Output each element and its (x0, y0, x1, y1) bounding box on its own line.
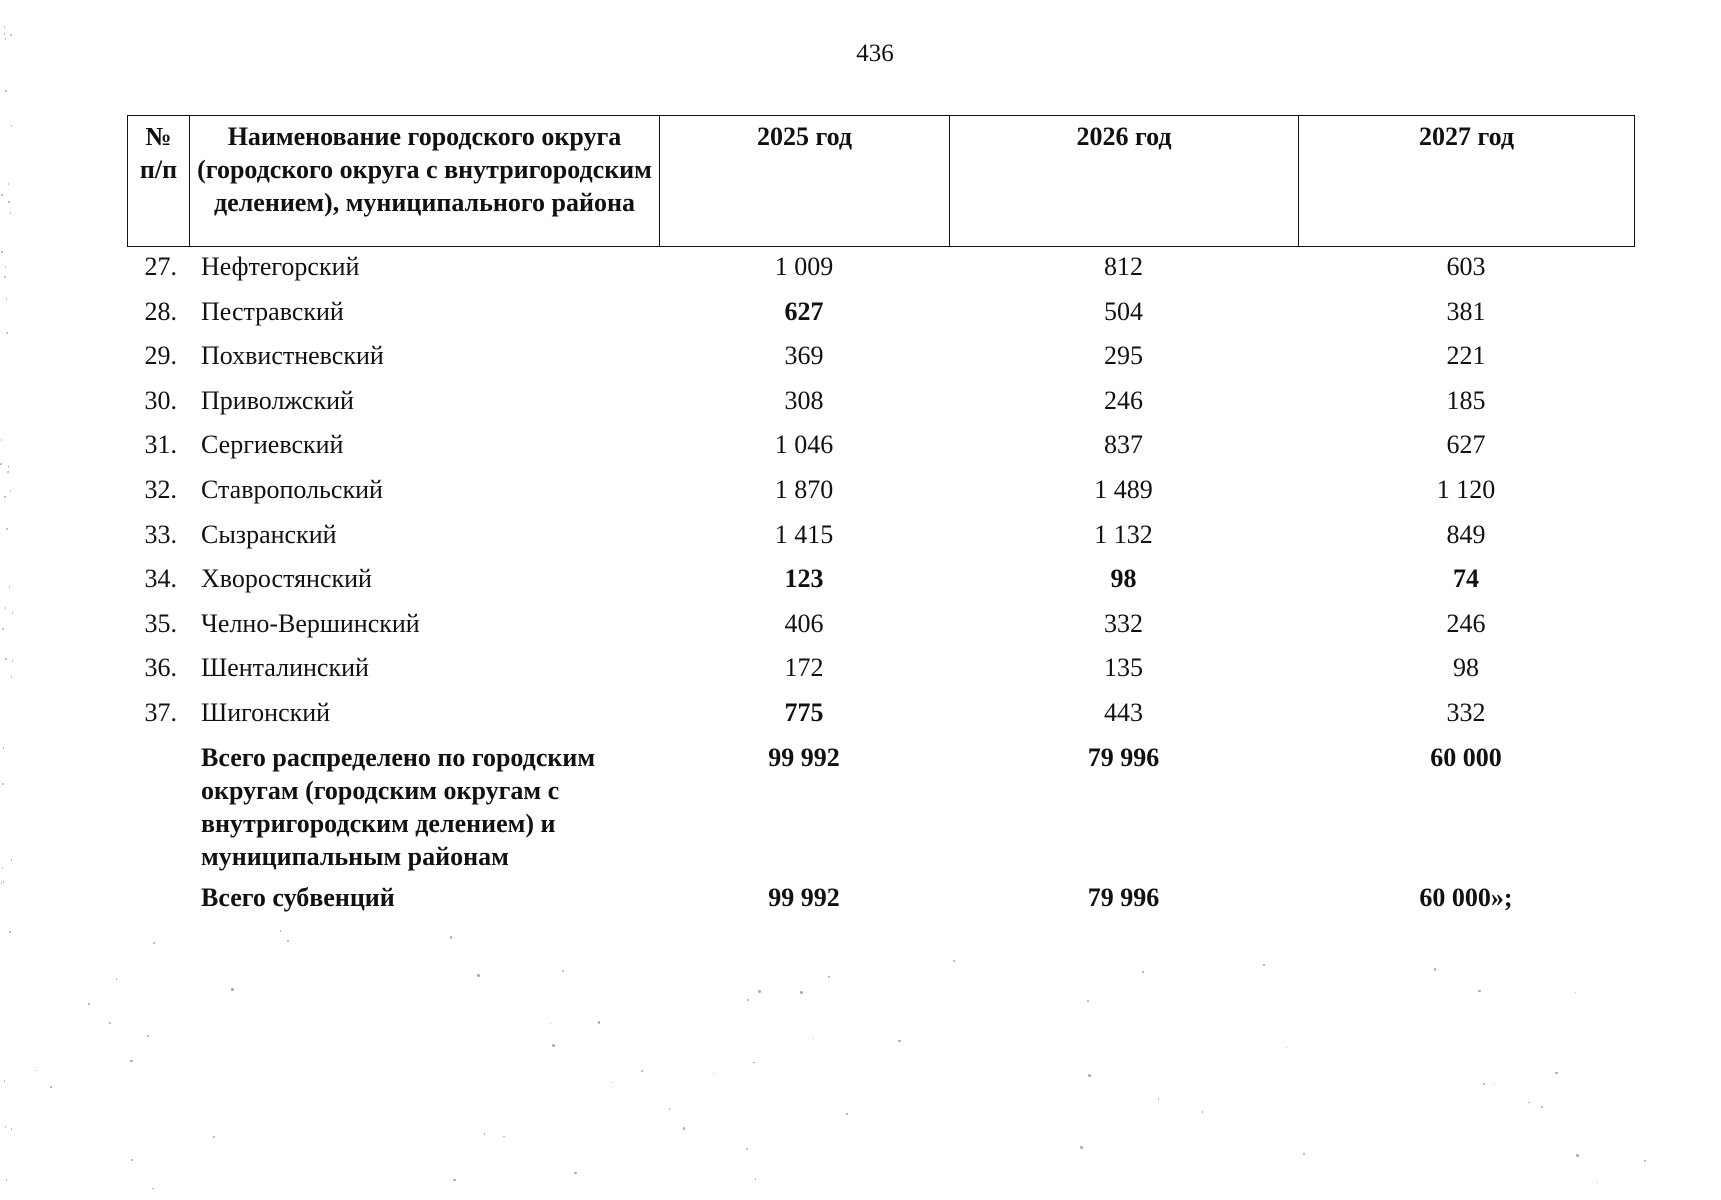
cell-y2026: 332 (1104, 608, 1143, 638)
total-label: Всего распределено по городским округам (городским округам с внутригородским делением) и муниципальным районам (201, 742, 596, 871)
table-row (127, 651, 1634, 696)
cell-name: Челно-Вершинский (201, 608, 420, 638)
cell-name: Пестравский (201, 296, 344, 326)
cell-y2026: 837 (1104, 430, 1143, 460)
cell-name: Шенталинский (201, 653, 369, 683)
cell-num: 32. (144, 474, 177, 504)
total-row (127, 881, 1634, 914)
cell-num: 31. (144, 430, 177, 460)
cell-y2026: 246 (1104, 385, 1143, 415)
cell-y2026: 98 (1110, 564, 1137, 594)
table-row (127, 384, 1634, 429)
table-row (127, 518, 1634, 563)
cell-y2027: 185 (1446, 385, 1486, 415)
cell-y2025: 308 (784, 385, 824, 415)
cell-y2027: 381 (1446, 296, 1486, 326)
cell-y2027: 603 (1446, 252, 1486, 281)
cell-num: 36. (144, 653, 177, 683)
table-row (127, 250, 1634, 295)
header-2026: 2026 год (950, 116, 1299, 247)
total-y2025: 99 992 (768, 882, 840, 912)
table-row (127, 607, 1634, 652)
cell-name: Ставропольский (201, 474, 383, 504)
total-label: Всего субвенций (201, 882, 395, 912)
header-2027: 2027 год (1299, 116, 1635, 247)
cell-y2025: 1 415 (774, 519, 834, 549)
cell-y2027: 1 120 (1436, 474, 1496, 504)
cell-y2025: 627 (784, 296, 824, 326)
cell-y2027: 849 (1446, 519, 1486, 549)
cell-y2026: 295 (1104, 341, 1143, 371)
table-row (127, 562, 1634, 607)
cell-y2025: 406 (784, 608, 824, 638)
cell-num: 37. (144, 697, 177, 727)
cell-num: 34. (144, 564, 177, 594)
cell-y2026: 443 (1104, 697, 1143, 727)
cell-name: Сергиевский (201, 430, 344, 460)
cell-num: 29. (144, 341, 177, 371)
total-y2025: 99 992 (768, 742, 840, 772)
cell-name: Приволжский (201, 385, 354, 415)
cell-y2025: 172 (784, 653, 824, 683)
cell-empty (127, 741, 189, 881)
table-row (127, 295, 1634, 340)
table-row (127, 473, 1634, 518)
table-row (127, 428, 1634, 473)
table-header (127, 115, 1635, 247)
cell-y2027: 98 (1453, 653, 1479, 683)
cell-y2026: 1 132 (1094, 519, 1153, 549)
total-y2026: 79 996 (1087, 882, 1160, 912)
cell-name: Похвистневский (201, 341, 384, 371)
table-row (127, 696, 1634, 741)
total-y2027: 60 000 (1430, 742, 1502, 772)
cell-y2026: 1 489 (1094, 474, 1153, 504)
cell-y2026: 135 (1104, 653, 1143, 683)
cell-y2027: 246 (1446, 608, 1486, 638)
cell-empty (127, 881, 189, 914)
cell-num: 27. (144, 252, 177, 281)
cell-y2025: 123 (784, 564, 824, 594)
page-number: 436 (856, 40, 894, 67)
cell-y2026: 504 (1104, 296, 1143, 326)
cell-y2025: 369 (784, 341, 824, 371)
total-y2026: 79 996 (1087, 742, 1160, 772)
table-row (127, 339, 1634, 384)
cell-y2025: 1 009 (774, 252, 834, 281)
total-row (127, 741, 1634, 881)
cell-y2027: 332 (1446, 697, 1486, 727)
total-y2027: 60 000»; (1419, 882, 1513, 912)
cell-name: Шигонский (201, 697, 331, 727)
header-name: Наименование городского округа (городского округа с внутригородским делением), муниципального района (190, 116, 660, 247)
cell-name: Хворостянский (201, 564, 372, 594)
cell-name: Нефтегорский (201, 252, 360, 281)
cell-name: Сызранский (201, 519, 337, 549)
cell-y2027: 627 (1446, 430, 1486, 460)
cell-y2027: 221 (1446, 341, 1486, 371)
cell-y2027: 74 (1453, 564, 1479, 594)
table-body (127, 250, 1634, 914)
header-2025: 2025 год (660, 116, 950, 247)
cell-num: 35. (144, 608, 177, 638)
cell-y2025: 1 870 (774, 474, 834, 504)
cell-y2025: 775 (784, 697, 824, 727)
header-num: № п/п (128, 116, 190, 247)
cell-y2025: 1 046 (774, 430, 834, 460)
cell-num: 33. (144, 519, 177, 549)
cell-num: 28. (144, 296, 177, 326)
cell-y2026: 812 (1104, 252, 1143, 281)
cell-num: 30. (144, 385, 177, 415)
